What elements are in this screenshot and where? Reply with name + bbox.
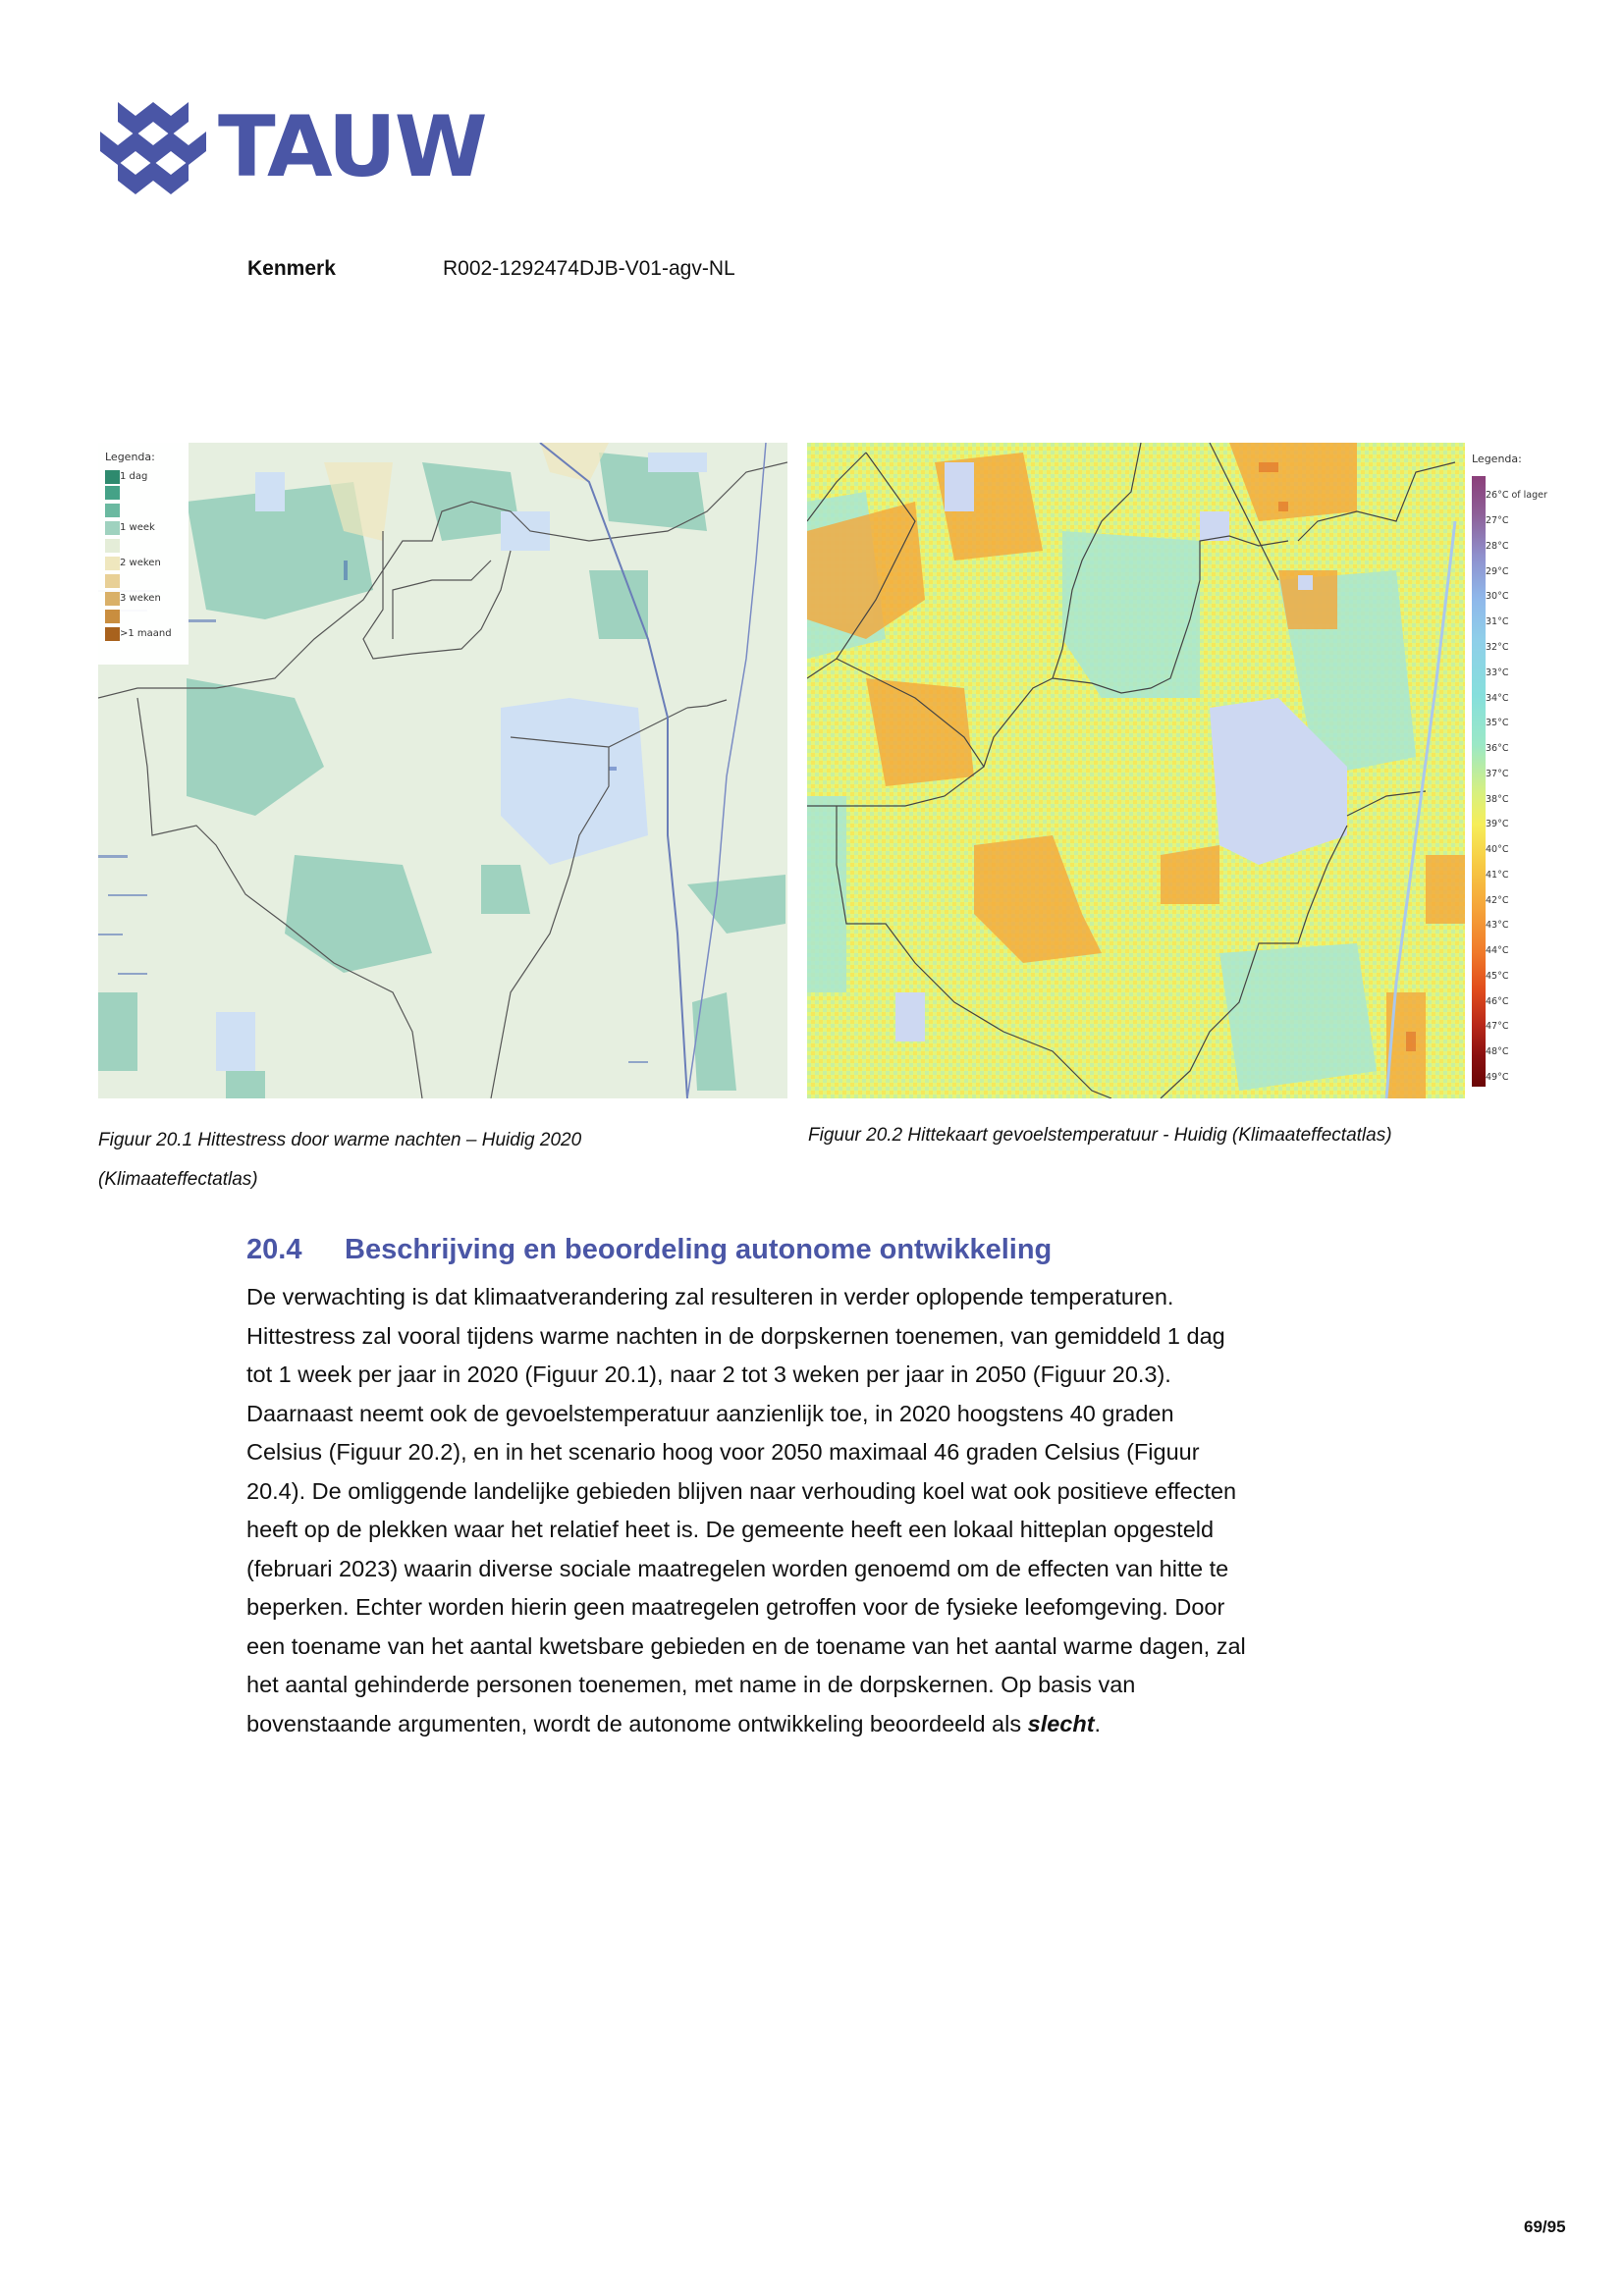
legend-label: 3 weken (120, 593, 161, 604)
map-hittestress (98, 443, 787, 1098)
paragraph-line: De verwachting is dat klimaatverandering zal resulteren in verder oplopende temperaturen. (246, 1284, 1174, 1309)
body-paragraph (246, 1278, 1400, 1743)
caption-line: (Klimaateffectatlas) (98, 1169, 258, 1190)
legend-tick: 43°C (1486, 920, 1509, 931)
legend-tick: 33°C (1486, 667, 1509, 678)
legend-label: 1 dag (120, 471, 148, 482)
legend-tick: 31°C (1486, 616, 1509, 627)
legend-tick: 39°C (1486, 819, 1509, 829)
figure-caption-20-1 (98, 1121, 727, 1200)
section-title: Beschrijving en beoordeling autonome ontwikkeling (345, 1234, 1053, 1265)
legend-tick: 42°C (1486, 895, 1509, 906)
legend-tick: 40°C (1486, 844, 1509, 855)
caption-line: Figuur 20.2 Hittekaart gevoelstemperatuur - Huidig (Klimaateffectatlas) (808, 1125, 1392, 1146)
section-heading (246, 1234, 1052, 1266)
legend-swatch (105, 539, 120, 553)
paragraph-line: heeft op de plekken waar het relatief heet is. De gemeente heeft een lokaal hitteplan opgesteld (246, 1517, 1215, 1542)
legend-tick: 35°C (1486, 718, 1509, 728)
kenmerk-label: Kenmerk (247, 257, 336, 280)
legend-tick: 44°C (1486, 945, 1509, 956)
last-line-suffix: . (1094, 1710, 1102, 1736)
paragraph-line: Celsius (Figuur 20.2), en in het scenario hoog voor 2050 maximaal 46 graden Celsius (Figuur (246, 1439, 1200, 1465)
tauw-logo (98, 98, 486, 196)
caption-line: Figuur 20.1 Hittestress door warme nachten – Huidig 2020 (98, 1130, 582, 1150)
legend-tick: 48°C (1486, 1046, 1509, 1057)
legend-label: 2 weken (120, 558, 161, 568)
legend-tick: 26°C of lager (1486, 490, 1547, 501)
paragraph-line: beperken. Echter worden hierin geen maatregelen getroffen voor de fysieke leefomgeving. Door (246, 1594, 1225, 1620)
legend-tick: 46°C (1486, 996, 1509, 1007)
legend-title: Legenda: (105, 451, 155, 463)
legend-tick: 49°C (1486, 1072, 1509, 1083)
legend-title: Legenda: (1472, 453, 1522, 465)
kenmerk-value: R002-1292474DJB-V01-agv-NL (443, 257, 735, 280)
legend-tick: 27°C (1486, 515, 1509, 526)
assessment-emphasis: slecht (1027, 1710, 1095, 1736)
temperature-color-scale (1472, 476, 1486, 1087)
legend-swatch (105, 486, 120, 500)
legend-swatch (105, 574, 120, 588)
tauw-waves-icon (98, 98, 208, 196)
page-number: 69/95 (1524, 2217, 1566, 2236)
legend-swatch (105, 557, 120, 570)
paragraph-line: een toename van het aantal kwetsbare gebieden en de toename van het aantal warme dagen, zal (246, 1632, 1246, 1659)
legend-swatch (105, 504, 120, 517)
legend-tick: 41°C (1486, 870, 1509, 881)
paragraph-line: Hittestress zal vooral tijdens warme nachten in de dorpskernen toenemen, van gemiddeld 1 dag (246, 1322, 1225, 1349)
legend-gevoelstemperatuur (1466, 443, 1574, 1100)
paragraph-line: 20.4). De omliggende landelijke gebieden blijven naar verhouding koel wat ook positieve effecten (246, 1477, 1237, 1504)
legend-tick: 30°C (1486, 591, 1509, 602)
legend-tick: 38°C (1486, 794, 1509, 805)
paragraph-line-last (246, 1705, 1400, 1744)
section-number: 20.4 (246, 1234, 302, 1265)
legend-swatch (105, 521, 120, 535)
paragraph-line: het aantal gehinderde personen toenemen, met name in de dorpskernen. Op basis van (246, 1672, 1136, 1697)
legend-tick: 34°C (1486, 693, 1509, 704)
logo-text: TAUW (218, 98, 486, 196)
map-gevoelstemperatuur (807, 443, 1465, 1098)
legend-swatch (105, 592, 120, 606)
legend-tick: 37°C (1486, 769, 1509, 779)
paragraph-line: tot 1 week per jaar in 2020 (Figuur 20.1), naar 2 tot 3 weken per jaar in 2050 (Figuur 20.3). (246, 1362, 1171, 1387)
legend-hittestress (98, 443, 189, 665)
paragraph-line: Daarnaast neemt ook de gevoelstemperatuur aanzienlijk toe, in 2020 hoogstens 40 graden (246, 1400, 1174, 1426)
legend-label: >1 maand (120, 628, 172, 639)
legend-tick: 28°C (1486, 541, 1509, 552)
paragraph-line: (februari 2023) waarin diverse sociale maatregelen worden genoemd om de effecten van hitte te (246, 1555, 1229, 1581)
legend-tick: 47°C (1486, 1021, 1509, 1032)
legend-swatch (105, 610, 120, 623)
legend-tick: 45°C (1486, 971, 1509, 982)
legend-tick: 32°C (1486, 642, 1509, 653)
last-line-text: bovenstaande argumenten, wordt de autonome ontwikkeling beoordeeld als (246, 1710, 1028, 1736)
legend-tick: 29°C (1486, 566, 1509, 577)
figure-caption-20-2 (808, 1116, 1515, 1155)
legend-swatch (105, 627, 120, 641)
legend-tick: 36°C (1486, 743, 1509, 754)
legend-swatch (105, 470, 120, 484)
legend-label: 1 week (120, 522, 155, 533)
